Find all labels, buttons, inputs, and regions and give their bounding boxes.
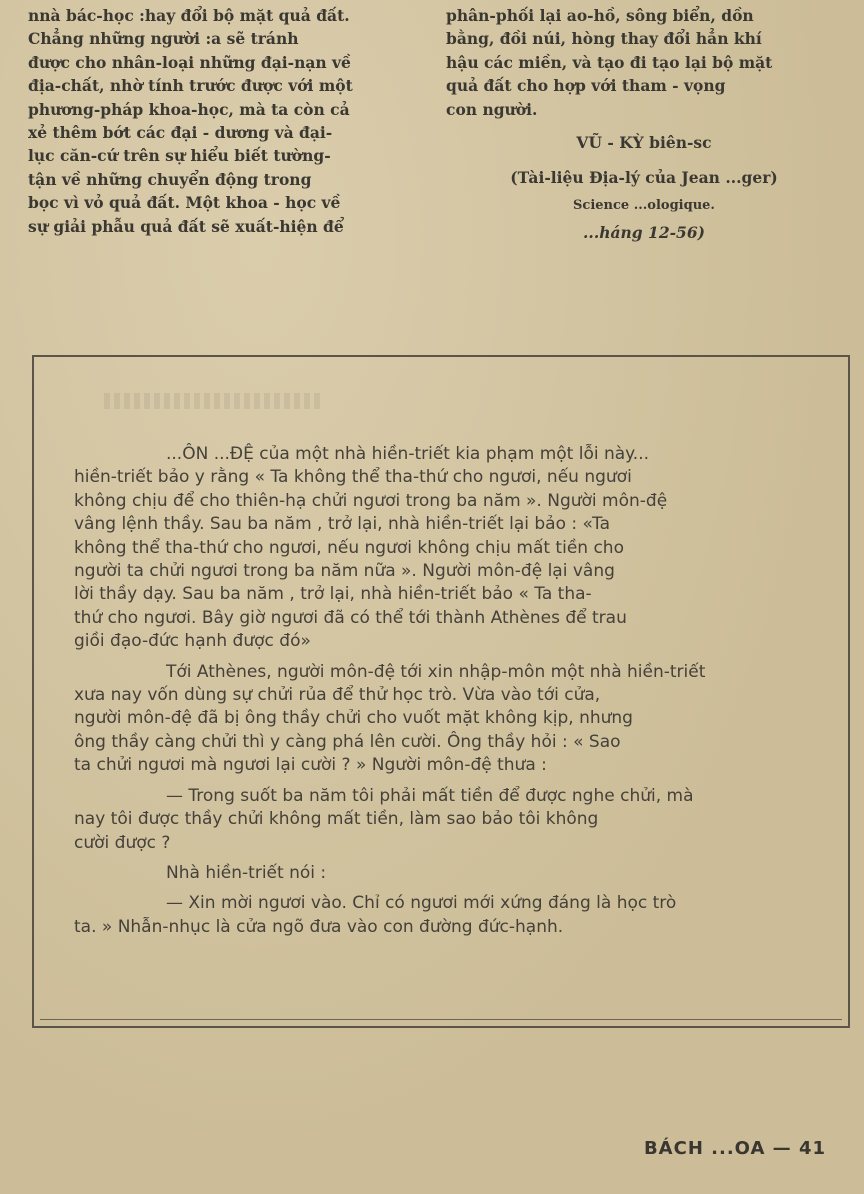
story-text [74, 443, 838, 946]
faded-story-title [104, 393, 324, 409]
story-line: hiền-triết bảo y rằng « Ta không thể tha-thứ cho ngươi, nếu ngươi [74, 467, 632, 488]
left-column-line: bọc vì vỏ quả đất. Một khoa - học về [28, 193, 341, 213]
right-column-lines [446, 4, 842, 121]
story-line: nay tôi được thầy chửi không mất tiền, làm sao bảo tôi không [74, 809, 599, 830]
story-line: thứ cho ngươi. Bây giờ ngươi đã có thể tới thành Athènes để trau [74, 607, 627, 628]
story-paragraph [74, 785, 838, 855]
source-credit-publication: Science ...ologique. [573, 197, 715, 213]
story-paragraph [74, 862, 838, 885]
story-line: Nhà hiền-triết nói : [166, 862, 327, 883]
right-column-line: bằng, đồi núi, hòng thay đổi hẳn khí [446, 29, 762, 49]
source-credit-date: ...háng 12-56) [583, 223, 705, 243]
left-column-line: lục căn-cứ trên sự hiểu biết tường- [28, 146, 331, 166]
left-column-line: sự giải phẫu quả đất sẽ xuất-hiện để [28, 216, 344, 236]
story-line: cười được ? [74, 832, 171, 853]
story-line: — Trong suốt ba năm tôi phải mất tiền để được nghe chửi, mà [166, 785, 694, 806]
story-paragraph [74, 443, 838, 654]
story-paragraph [74, 661, 838, 778]
left-column-line: nnà bác-học :hay đổi bộ mặt quả đất. [28, 6, 350, 25]
page-footer: BÁCH ...OA — 41 [643, 1138, 826, 1159]
left-column-line: xẻ thêm bớt các đại - dương và đại- [28, 123, 333, 143]
left-column-line: Chẳng những người :a sẽ tránh [28, 29, 299, 49]
story-line: giồi đạo-đức hạnh được đó» [74, 631, 311, 652]
right-column [446, 4, 842, 245]
story-line: ta chửi ngươi mà ngươi lại cười ? » Người môn-đệ thưa : [74, 755, 547, 776]
box-bottom-rule [40, 1019, 842, 1020]
story-box [32, 355, 850, 1028]
left-column [28, 4, 420, 238]
story-line: — Xin mời ngươi vào. Chỉ có ngươi mới xứng đáng là học trò [166, 893, 677, 914]
story-line: vâng lệnh thầy. Sau ba năm , trở lại, nhà hiền-triết lại bảo : «Ta [74, 514, 610, 535]
story-line: ...ÔN ...ĐỆ của một nhà hiền-triết kia phạm một lỗi này... [166, 444, 650, 464]
story-line: ta. » Nhẫn-nhục là cửa ngõ đưa vào con đường đức-hạnh. [74, 916, 564, 937]
story-line: ông thầy càng chửi thì y càng phá lên cười. Ông thầy hỏi : « Sao [74, 731, 621, 752]
story-line: người môn-đệ đã bị ông thầy chửi cho vuốt mặt không kịp, nhưng [74, 708, 633, 729]
story-paragraph [74, 892, 838, 939]
right-column-line: con người. [446, 99, 538, 119]
story-line: xưa nay vốn dùng sự chửi rủa để thử học trò. Vừa vào tới cửa, [74, 685, 601, 706]
right-column-line: hậu các miền, và tạo đi tạo lại bộ mặt [446, 52, 773, 72]
story-line: Tới Athènes, người môn-đệ tới xin nhập-môn một nhà hiền-triết [166, 661, 706, 682]
author-signature: VŨ - KỲ biên-sc [576, 133, 712, 153]
story-line: lời thầy dạy. Sau ba năm , trở lại, nhà hiền-triết bảo « Ta tha- [74, 584, 592, 605]
left-column-line: được cho nhân-loại những đại-nạn về [28, 52, 351, 72]
right-column-line: quả đất cho hợp với tham - vọng [446, 76, 726, 96]
left-column-line: tận về những chuyển động trong [28, 169, 312, 189]
story-line: không chịu để cho thiên-hạ chửi ngươi trong ba năm ». Người môn-đệ [74, 490, 668, 511]
left-column-line: phương-pháp khoa-học, mà ta còn cả [28, 99, 350, 119]
left-column-line: địa-chất, nhờ tính trước được với một [28, 76, 353, 96]
source-credit: (Tài-liệu Địa-lý của Jean ...ger) [510, 168, 778, 188]
story-line: người ta chửi ngươi trong ba năm nữa ». Người môn-đệ lại vâng [74, 561, 615, 582]
right-column-line: phân-phối lại ao-hồ, sông biển, dồn [446, 6, 754, 25]
story-line: không thể tha-thứ cho ngươi, nếu ngươi không chịu mất tiền cho [74, 537, 624, 558]
